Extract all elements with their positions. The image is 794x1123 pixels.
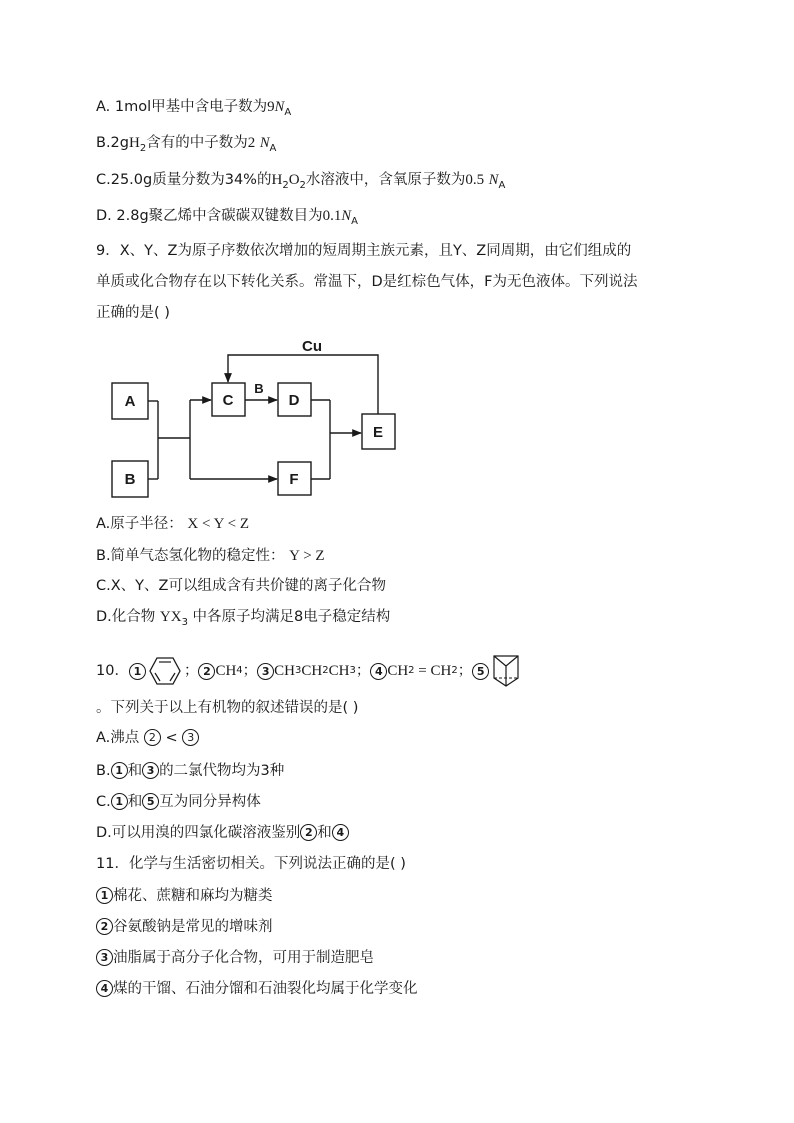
circled-2: 2 [198,663,215,680]
avogadro-symbol: N [274,99,285,115]
q8-d-number: 0.1 [322,208,342,224]
o-subscript: 2 [299,180,306,191]
h-symbol: H [129,135,140,151]
q10-b-prefix: B. [96,763,111,779]
separator: ； [242,663,258,679]
circled-1: 1 [96,887,113,904]
q8-c-text2: 水溶液中，含氧原子数为 [305,172,466,188]
q8-option-d [96,206,358,226]
arrow-e-to-c-cu [228,355,378,414]
ethene-ch2-b: CH [430,663,452,679]
q8-a-text: 甲基中含电子数为 [151,99,268,115]
q10-stem: 。下列关于以上有机物的叙述错误的是( ) [96,700,359,716]
q10-compounds: 10． 1 ； 2 CH 4 ； 3 CH 3 CH 2 CH 3 ； 4 CH 2 = CH 2 ； 5 [96,654,520,688]
propane-ch2: CH [301,663,323,679]
q8-option-a [96,97,291,117]
label-a: A [124,393,136,410]
avogadro-subscript: A [498,180,506,191]
h-subscript: 2 [139,143,147,154]
q9-b-formula: Y > Z [289,548,325,564]
and-word: 和 [127,794,143,810]
q9-a-label: A.原子半径： [96,516,183,532]
q10-option-a [96,728,199,748]
q11-stem: 11．化学与生活密切相关。下列说法正确的是( ) [96,856,406,872]
benzene-structure [148,656,182,686]
separator: ； [183,663,199,679]
prismane-structure [492,654,520,688]
q9-stem-line3: 正确的是( ) [96,305,170,321]
q8-a-number: 9 [267,99,275,115]
q9-stem-line1: 9．X、Y、Z为原子序数依次增加的短周期主族元素，且Y、Z同周期，由它们组成的 [96,243,632,259]
q9-option-c: C.X、Y、Z可以组成含有共价键的离子化合物 [96,578,386,594]
q8-d-text: 聚乙烯中含碳碳双键数目为 [148,208,323,224]
circled-5: 5 [142,793,159,810]
q10-d-prefix: D.可以用溴的四氯化碳溶液鉴别 [96,825,301,841]
q9-conversion-diagram [100,335,410,505]
q9-b-label: B.简单气态氢化物的稳定性： [96,548,285,564]
circled-1: 1 [111,762,128,779]
q11-item-1 [96,886,273,906]
q8-c-number: 0.5 [465,172,485,188]
circled-5: 5 [472,663,489,680]
propane-ch3-a: CH [274,663,296,679]
q11-item-text: 油脂属于高分子化合物，可用于制造肥皂 [113,950,374,966]
q8-c-text: 质量分数为34%的 [152,172,272,188]
q9-stem-line2: 单质或化合物存在以下转化关系。常温下，D是红棕色气体，F为无色液体。下列说法 [96,274,638,290]
avogadro-symbol: N [259,135,270,151]
q11-item-text: 煤的干馏、石油分馏和石油裂化均属于化学变化 [113,981,418,997]
circled-4: 4 [332,824,349,841]
q10-c-prefix: C. [96,794,111,810]
avogadro-subscript: A [284,107,292,118]
q8-b-text: 含有的中子数为 [146,135,248,151]
circled-2: 2 [300,824,317,841]
q11-item-2 [96,917,273,937]
q9-option-b [96,546,325,566]
and-word: 和 [127,763,143,779]
avogadro-symbol: N [488,172,499,188]
circled-1: 1 [129,663,146,680]
q8-c-prefix: C.25.0g [96,172,153,188]
q10-a-prefix: A.沸点 [96,730,140,746]
q9-d-text: 中各原子均满足8电子稳定结构 [192,609,391,625]
q10-option-b [96,761,284,781]
and-word: 和 [317,825,332,841]
circled-3: 3 [96,949,113,966]
label-e: E [372,424,384,441]
q9-option-d [96,607,390,627]
label-b-reagent: B [254,381,264,396]
q10-option-c [96,792,261,812]
q9-a-formula: X < Y < Z [187,516,250,532]
label-b: B [124,471,136,488]
q8-a-prefix: A. 1mol [96,99,152,115]
label-d: D [288,392,300,409]
q8-option-c [96,170,505,190]
less-than: < [165,730,178,746]
label-c: C [222,392,234,409]
circled-3: 3 [257,663,274,680]
circled-4: 4 [96,980,113,997]
circled-1: 1 [111,793,128,810]
separator: ； [457,663,473,679]
methane-formula: CH [215,663,237,679]
q11-item-text: 谷氨酸钠是常见的增味剂 [113,919,273,935]
q10-c-text: 互为同分异构体 [159,794,261,810]
avogadro-symbol: N [341,208,352,224]
q9-d-formula: YX [159,609,182,625]
double-bond-sign: = [414,663,431,679]
circled-4: 4 [370,663,387,680]
circled-2: 2 [144,729,161,746]
q9-d-subscript: 3 [181,617,188,628]
circled-3: 3 [142,762,159,779]
q8-d-prefix: D. 2.8g [96,208,149,224]
circled-3: 3 [182,729,199,746]
circled-2: 2 [96,918,113,935]
h-symbol: H [271,172,283,188]
q8-option-b [96,133,276,153]
q8-b-number: 2 [247,135,256,151]
separator: ； [355,663,371,679]
o-symbol: O [288,172,300,188]
q11-item-text: 棉花、蔗糖和麻均为糖类 [113,888,273,904]
q9-option-a [96,514,249,534]
q10-b-text: 的二氯代物均为3种 [159,763,285,779]
q10-number: 10． [96,663,129,679]
avogadro-subscript: A [351,216,358,227]
q9-d-prefix: D.化合物 [96,609,156,625]
h-subscript: 2 [282,180,289,191]
avogadro-subscript: A [269,143,277,154]
q8-b-prefix: B.2g [96,135,129,151]
q11-item-4 [96,979,418,999]
q11-item-3 [96,948,374,968]
q10-option-d [96,823,349,843]
label-cu: Cu [302,338,322,355]
ethene-ch2-a: CH [387,663,409,679]
label-f: F [289,471,299,488]
propane-ch3-b: CH [328,663,350,679]
